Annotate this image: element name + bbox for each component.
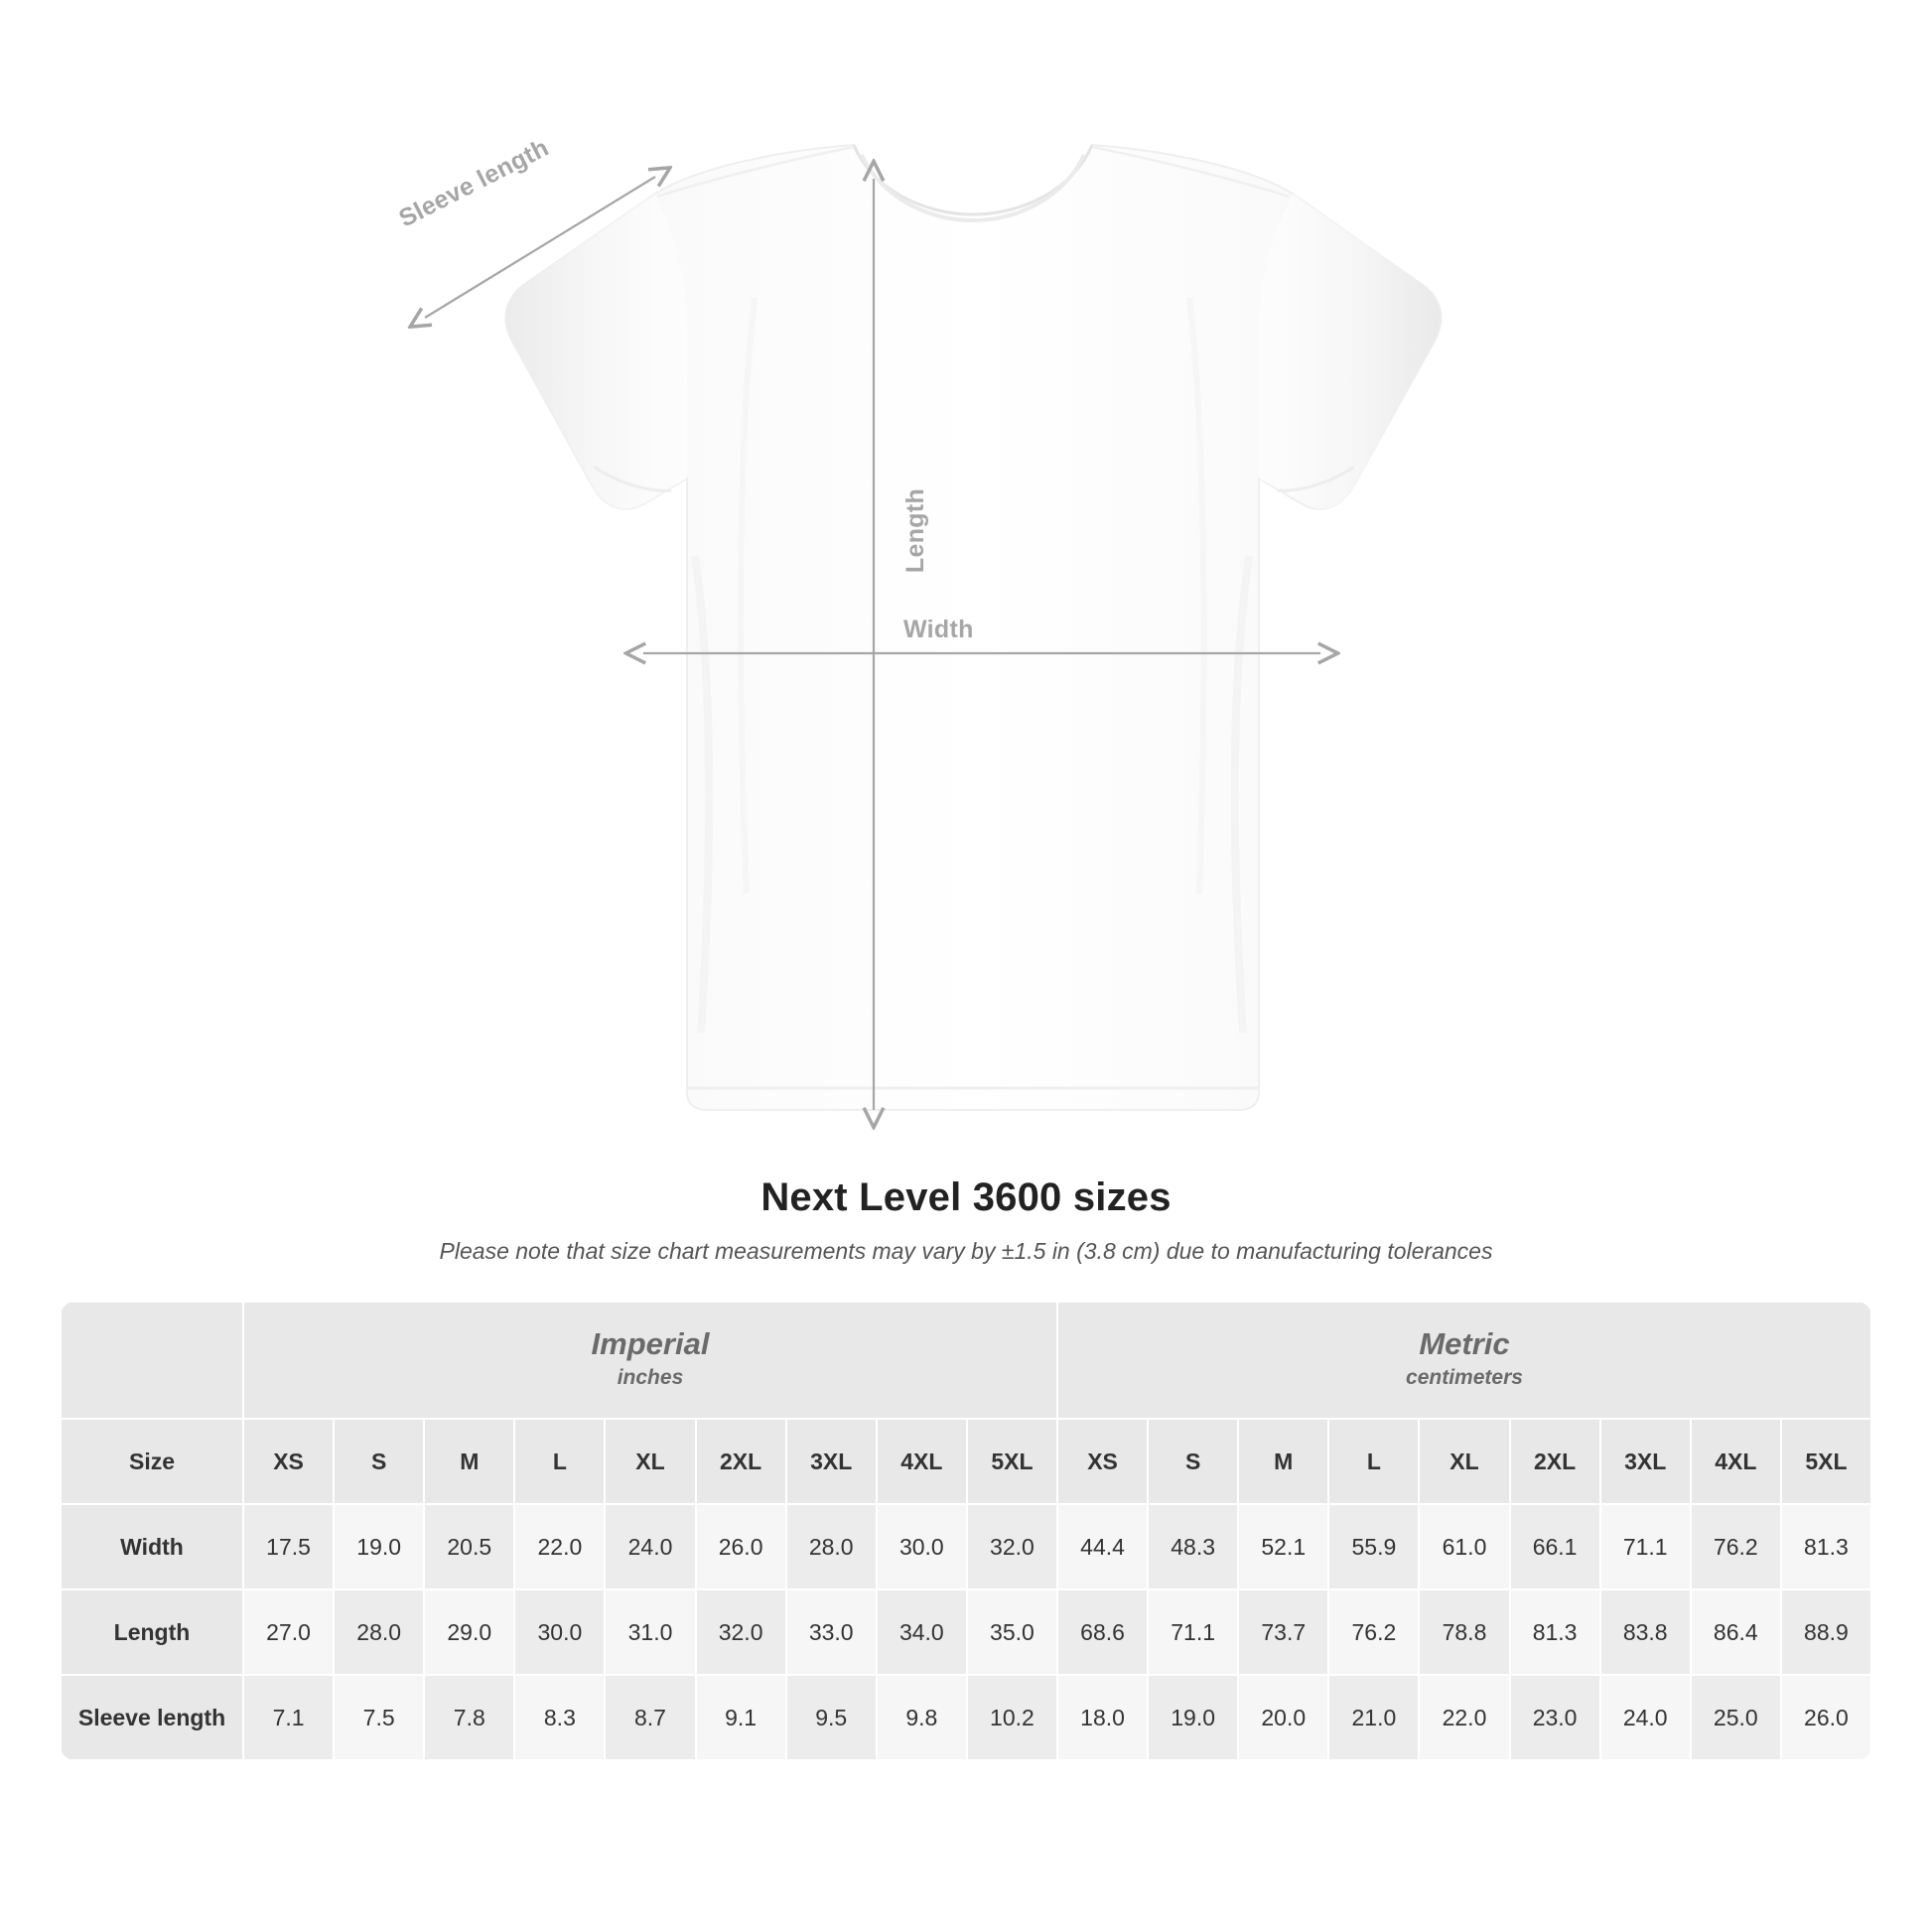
cell-length-metric-xl: 78.8 (1419, 1589, 1509, 1675)
cell-width-metric-5xl: 81.3 (1781, 1504, 1871, 1589)
size-col-imperial-xl: XL (605, 1419, 695, 1504)
unit-group-metric-label: Metric (1419, 1325, 1510, 1361)
cell-length-metric-3xl: 83.8 (1600, 1589, 1691, 1675)
cell-width-metric-l: 55.9 (1328, 1504, 1419, 1589)
size-col-imperial-3xl: 3XL (786, 1419, 877, 1504)
cell-sleeve-metric-s: 19.0 (1148, 1675, 1238, 1760)
cell-sleeve-imperial-xl: 8.7 (605, 1675, 695, 1760)
cell-sleeve-metric-3xl: 24.0 (1600, 1675, 1691, 1760)
size-col-imperial-xs: XS (243, 1419, 334, 1504)
cell-sleeve-metric-4xl: 25.0 (1691, 1675, 1781, 1760)
row-label-length: Length (61, 1589, 243, 1675)
cell-width-imperial-5xl: 32.0 (967, 1504, 1057, 1589)
cell-width-metric-xs: 44.4 (1057, 1504, 1148, 1589)
unit-group-imperial-label: Imperial (591, 1325, 710, 1361)
size-col-metric-3xl: 3XL (1600, 1419, 1691, 1504)
table-row (61, 1675, 1871, 1760)
table-corner-cell (61, 1302, 243, 1419)
cell-width-imperial-2xl: 26.0 (696, 1504, 786, 1589)
cell-length-metric-l: 76.2 (1328, 1589, 1419, 1675)
cell-length-imperial-5xl: 35.0 (967, 1589, 1057, 1675)
sleeve-length-label: Sleeve length (394, 133, 554, 233)
tolerance-note: Please note that size chart measurements may vary by ±1.5 in (3.8 cm) due to manufacturing tolerances (439, 1238, 1493, 1264)
cell-sleeve-metric-l: 21.0 (1328, 1675, 1419, 1760)
size-col-imperial-l: L (514, 1419, 605, 1504)
size-col-metric-xl: XL (1419, 1419, 1509, 1504)
size-table-wrapper (60, 1301, 1872, 1761)
unit-group-imperial-sub: inches (617, 1365, 684, 1389)
cell-length-imperial-4xl: 34.0 (877, 1589, 967, 1675)
cell-length-imperial-xl: 31.0 (605, 1589, 695, 1675)
cell-width-imperial-3xl: 28.0 (786, 1504, 877, 1589)
size-table (60, 1301, 1872, 1761)
cell-width-imperial-xs: 17.5 (243, 1504, 334, 1589)
table-row (61, 1504, 1871, 1589)
width-label: Width (903, 616, 974, 643)
table-row (61, 1589, 1871, 1675)
cell-width-metric-4xl: 76.2 (1691, 1504, 1781, 1589)
length-label: Length (901, 487, 930, 574)
size-col-metric-m: M (1238, 1419, 1328, 1504)
size-header-cell: Size (61, 1419, 243, 1504)
cell-width-imperial-l: 22.0 (514, 1504, 605, 1589)
cell-sleeve-imperial-3xl: 9.5 (786, 1675, 877, 1760)
cell-sleeve-imperial-m: 7.8 (424, 1675, 514, 1760)
cell-length-imperial-2xl: 32.0 (696, 1589, 786, 1675)
cell-width-metric-3xl: 71.1 (1600, 1504, 1691, 1589)
title-block (0, 1175, 1932, 1265)
cell-width-metric-s: 48.3 (1148, 1504, 1238, 1589)
cell-length-metric-m: 73.7 (1238, 1589, 1328, 1675)
cell-sleeve-metric-xl: 22.0 (1419, 1675, 1509, 1760)
row-label-sleeve-length: Sleeve length (61, 1675, 243, 1760)
cell-width-imperial-m: 20.5 (424, 1504, 514, 1589)
page-title: Next Level 3600 sizes (760, 1175, 1172, 1219)
cell-sleeve-metric-m: 20.0 (1238, 1675, 1328, 1760)
cell-length-imperial-s: 28.0 (334, 1589, 424, 1675)
size-col-metric-4xl: 4XL (1691, 1419, 1781, 1504)
size-col-imperial-s: S (334, 1419, 424, 1504)
cell-width-imperial-xl: 24.0 (605, 1504, 695, 1589)
cell-length-imperial-3xl: 33.0 (786, 1589, 877, 1675)
size-col-imperial-5xl: 5XL (967, 1419, 1057, 1504)
cell-sleeve-imperial-xs: 7.1 (243, 1675, 334, 1760)
unit-group-imperial (243, 1302, 1057, 1419)
size-col-metric-xs: XS (1057, 1419, 1148, 1504)
cell-length-metric-5xl: 88.9 (1781, 1589, 1871, 1675)
cell-length-metric-4xl: 86.4 (1691, 1589, 1781, 1675)
cell-sleeve-imperial-5xl: 10.2 (967, 1675, 1057, 1760)
unit-header-row (61, 1302, 1871, 1419)
size-col-imperial-m: M (424, 1419, 514, 1504)
cell-sleeve-imperial-4xl: 9.8 (877, 1675, 967, 1760)
cell-width-metric-2xl: 66.1 (1510, 1504, 1600, 1589)
cell-width-imperial-s: 19.0 (334, 1504, 424, 1589)
cell-length-imperial-l: 30.0 (514, 1589, 605, 1675)
size-col-imperial-4xl: 4XL (877, 1419, 967, 1504)
cell-length-metric-2xl: 81.3 (1510, 1589, 1600, 1675)
size-header-row (61, 1419, 1871, 1504)
cell-length-imperial-xs: 27.0 (243, 1589, 334, 1675)
cell-length-imperial-m: 29.0 (424, 1589, 514, 1675)
cell-width-metric-xl: 61.0 (1419, 1504, 1509, 1589)
cell-width-imperial-4xl: 30.0 (877, 1504, 967, 1589)
cell-sleeve-metric-2xl: 23.0 (1510, 1675, 1600, 1760)
size-col-metric-s: S (1148, 1419, 1238, 1504)
unit-group-metric-sub: centimeters (1406, 1365, 1523, 1389)
unit-group-metric (1057, 1302, 1871, 1419)
cell-sleeve-metric-5xl: 26.0 (1781, 1675, 1871, 1760)
cell-sleeve-imperial-s: 7.5 (334, 1675, 424, 1760)
row-label-width: Width (61, 1504, 243, 1589)
cell-sleeve-imperial-l: 8.3 (514, 1675, 605, 1760)
size-col-imperial-2xl: 2XL (696, 1419, 786, 1504)
cell-sleeve-metric-xs: 18.0 (1057, 1675, 1148, 1760)
cell-length-metric-xs: 68.6 (1057, 1589, 1148, 1675)
size-col-metric-2xl: 2XL (1510, 1419, 1600, 1504)
size-col-metric-5xl: 5XL (1781, 1419, 1871, 1504)
size-col-metric-l: L (1328, 1419, 1419, 1504)
cell-width-metric-m: 52.1 (1238, 1504, 1328, 1589)
cell-length-metric-s: 71.1 (1148, 1589, 1238, 1675)
cell-sleeve-imperial-2xl: 9.1 (696, 1675, 786, 1760)
